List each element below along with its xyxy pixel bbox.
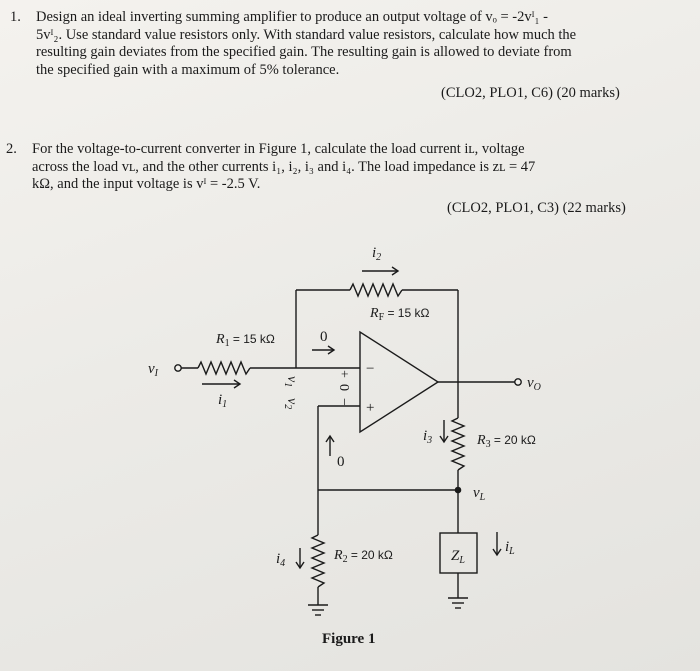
question-1-number: 1. bbox=[10, 9, 21, 25]
label-i1: $i_1$ bbox=[218, 392, 228, 410]
output-terminal bbox=[515, 379, 521, 385]
r2-resistor bbox=[312, 535, 324, 587]
question-1-line: resulting gain deviates from the specified gain. The resulting gain is allowed to deviate from bbox=[36, 44, 572, 60]
question-2-line: across the load vʟ, and the other currents i₁, i₂, i₃ and i₄. The load impedance is zʟ = 47 bbox=[32, 158, 536, 175]
label-i2: $i_2$ bbox=[372, 245, 382, 263]
opamp-minus-sign: − bbox=[366, 361, 375, 377]
r1-resistor bbox=[198, 362, 250, 374]
label-v1 bbox=[282, 376, 299, 387]
label-i4: $i_4$ bbox=[276, 551, 286, 569]
question-2-line: For the voltage-to-current converter in Figure 1, calculate the load current iʟ, voltage bbox=[32, 141, 525, 157]
label-i3: $i_3$ bbox=[423, 428, 433, 446]
label-vo: $v_O$ bbox=[527, 375, 541, 393]
label-vl: $v_L$ bbox=[473, 485, 486, 503]
label-r1: $R_1 = 15$ kΩ bbox=[216, 332, 275, 349]
question-2-line: kΩ, and the input voltage is vᴵ = -2.5 V. bbox=[32, 176, 261, 192]
svg-text:0: 0 bbox=[336, 384, 351, 391]
r3-resistor bbox=[452, 418, 464, 470]
svg-text:−: − bbox=[336, 398, 351, 406]
current-arrow-i1 bbox=[202, 380, 240, 388]
label-v2 bbox=[282, 398, 299, 409]
differential-voltage-label bbox=[336, 370, 351, 406]
ground-icon bbox=[448, 598, 468, 608]
current-arrow-i3 bbox=[440, 420, 448, 442]
figure-caption: Figure 1 bbox=[322, 631, 376, 647]
svg-text:+: + bbox=[336, 370, 351, 378]
opamp-plus-sign: + bbox=[366, 400, 375, 416]
svg-text:v2: $v_2$ bbox=[282, 398, 299, 410]
current-arrow-il bbox=[493, 532, 501, 555]
label-il: $i_L$ bbox=[505, 539, 515, 557]
svg-text:v1: $v_1$ bbox=[282, 376, 299, 388]
label-vi: $v_I$ bbox=[148, 361, 159, 379]
question-1-line: Design an ideal inverting summing amplifier to produce an output voltage of vₒ = -2vᴵ₁ - bbox=[36, 9, 548, 25]
question-2-number: 2. bbox=[6, 141, 17, 157]
current-arrow-top bbox=[312, 346, 334, 354]
label-rf: $R_F = 15$ kΩ bbox=[370, 306, 430, 323]
label-r2: $R_2 = 20$ kΩ bbox=[334, 548, 393, 565]
label-zero-top: 0 bbox=[320, 329, 328, 345]
label-r3: $R_3 = 20$ kΩ bbox=[477, 433, 536, 450]
question-2-marks: (CLO2, PLO1, C3) (22 marks) bbox=[447, 200, 626, 216]
question-1-line: 5vᴵ₂. Use standard value resistors only. With standard value resistors, calculate how much the bbox=[36, 26, 577, 43]
label-zl: $Z_L$ bbox=[451, 548, 465, 566]
rf-resistor bbox=[350, 284, 402, 296]
question-1-line: the specified gain with a maximum of 5% tolerance. bbox=[36, 61, 340, 78]
input-terminal bbox=[175, 365, 181, 371]
label-zero-bottom: 0 bbox=[337, 454, 345, 470]
current-arrow-mid bbox=[326, 436, 334, 456]
op-amp bbox=[360, 332, 438, 432]
current-arrow-i4 bbox=[296, 548, 304, 568]
current-arrow-i2 bbox=[362, 267, 398, 275]
question-1-marks: (CLO2, PLO1, C6) (20 marks) bbox=[441, 85, 620, 101]
ground-icon bbox=[308, 605, 328, 615]
